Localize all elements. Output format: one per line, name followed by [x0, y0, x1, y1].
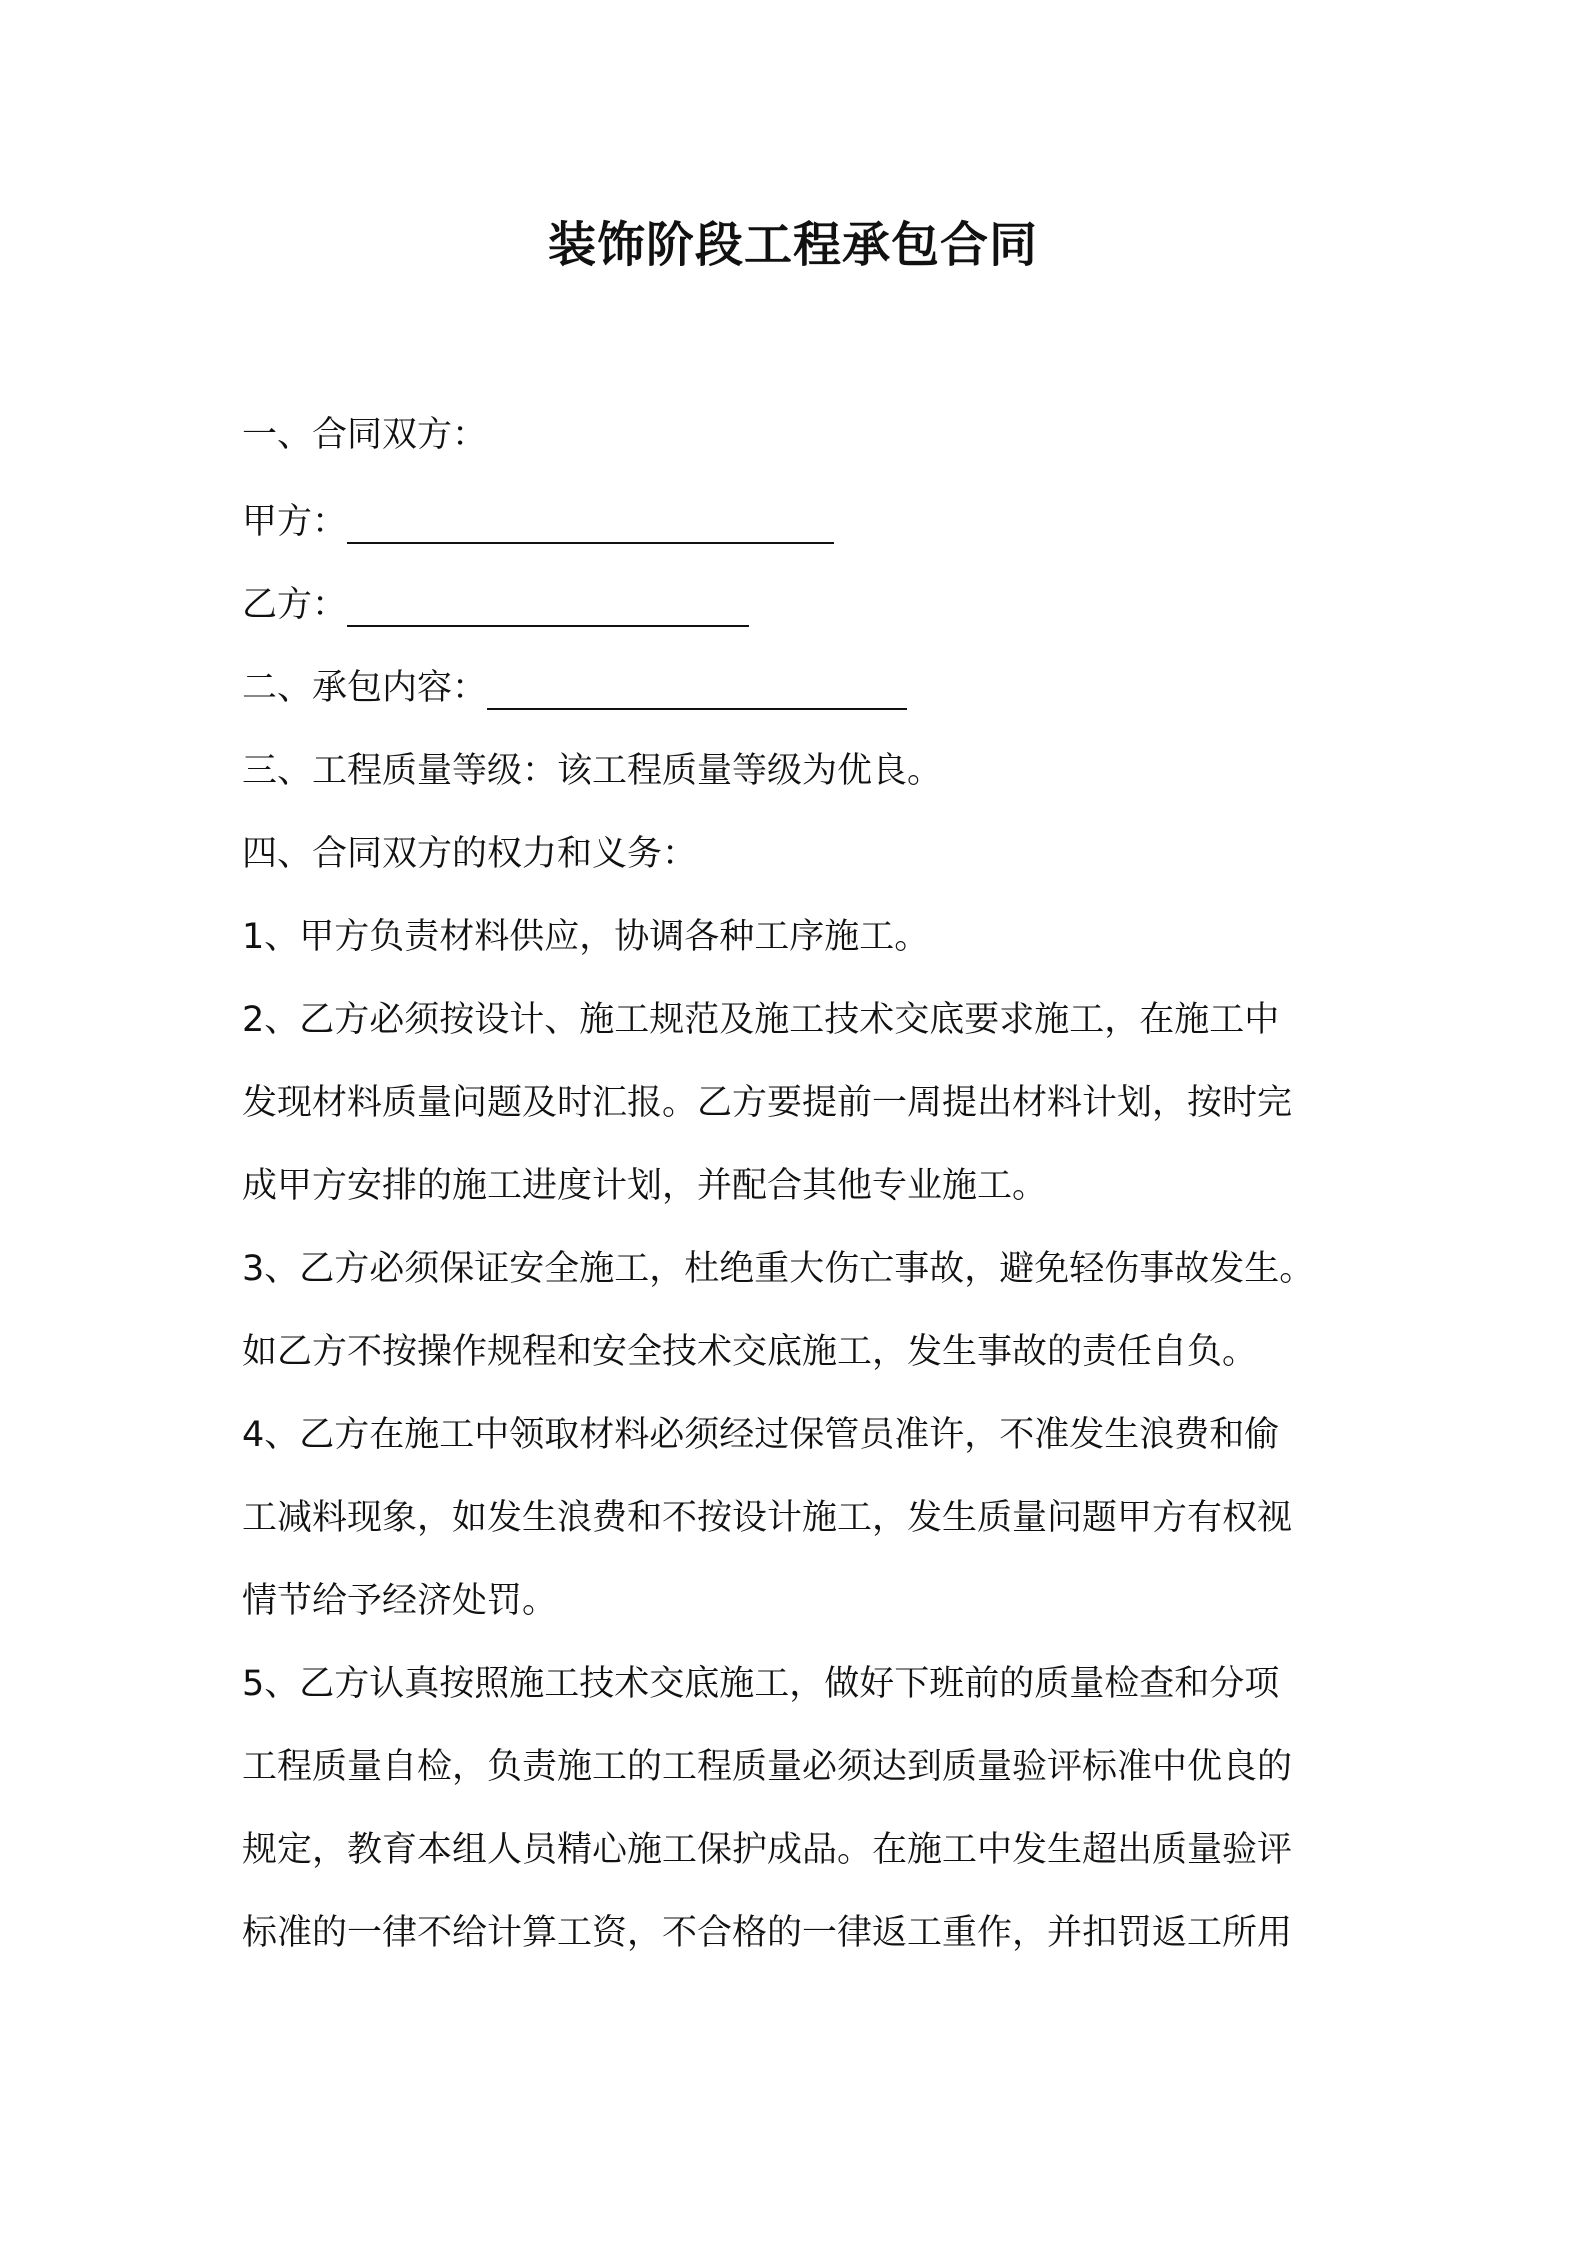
clause-2-line-2: 发现材料质量问题及时汇报。乙方要提前一周提出材料计划，按时完 — [242, 1083, 1293, 1123]
clause-2-line-1: 2、乙方必须按设计、施工规范及施工技术交底要求施工，在施工中 — [242, 1000, 1280, 1040]
page-title: 装饰阶段工程承包合同 — [547, 217, 1038, 273]
clause-5-line-3: 规定，教育本组人员精心施工保护成品。在施工中发生超出质量验评 — [242, 1830, 1293, 1870]
clause-3-line-2: 如乙方不按操作规程和安全技术交底施工，发生事故的责任自负。 — [242, 1332, 1258, 1372]
section-quality-grade: 三、工程质量等级：该工程质量等级为优良。 — [242, 751, 943, 791]
clause-1: 1、甲方负责材料供应，协调各种工序施工。 — [242, 917, 930, 957]
clause-5-line-1: 5、乙方认真按照施工技术交底施工，做好下班前的质量检查和分项 — [242, 1664, 1280, 1704]
clause-4-line-1: 4、乙方在施工中领取材料必须经过保管员准许，不准发生浪费和偷 — [242, 1415, 1280, 1455]
section-rights-heading: 四、合同双方的权力和义务： — [242, 834, 698, 874]
clause-2-line-3: 成甲方安排的施工进度计划，并配合其他专业施工。 — [242, 1166, 1048, 1206]
scope-label: 二、承包内容： — [242, 668, 488, 708]
clause-4-line-2: 工减料现象，如发生浪费和不按设计施工，发生质量问题甲方有权视 — [242, 1498, 1293, 1538]
party-a-blank-line — [347, 504, 834, 544]
clause-4-line-3: 情节给予经济处罚。 — [242, 1581, 558, 1621]
party-a-row — [242, 492, 1362, 552]
party-a-label: 甲方： — [242, 502, 348, 542]
section-parties-heading: 一、合同双方： — [242, 415, 488, 455]
scope-blank-line — [487, 670, 907, 710]
party-b-blank-line — [347, 587, 749, 627]
party-b-label: 乙方： — [242, 585, 348, 625]
scope-row — [242, 658, 1362, 718]
party-b-row — [242, 575, 1362, 635]
clause-5-line-4: 标准的一律不给计算工资，不合格的一律返工重作，并扣罚返工所用 — [242, 1913, 1293, 1953]
clause-5-line-2: 工程质量自检，负责施工的工程质量必须达到质量验评标准中优良的 — [242, 1747, 1293, 1787]
clause-3-line-1: 3、乙方必须保证安全施工，杜绝重大伤亡事故，避免轻伤事故发生。 — [242, 1249, 1315, 1289]
